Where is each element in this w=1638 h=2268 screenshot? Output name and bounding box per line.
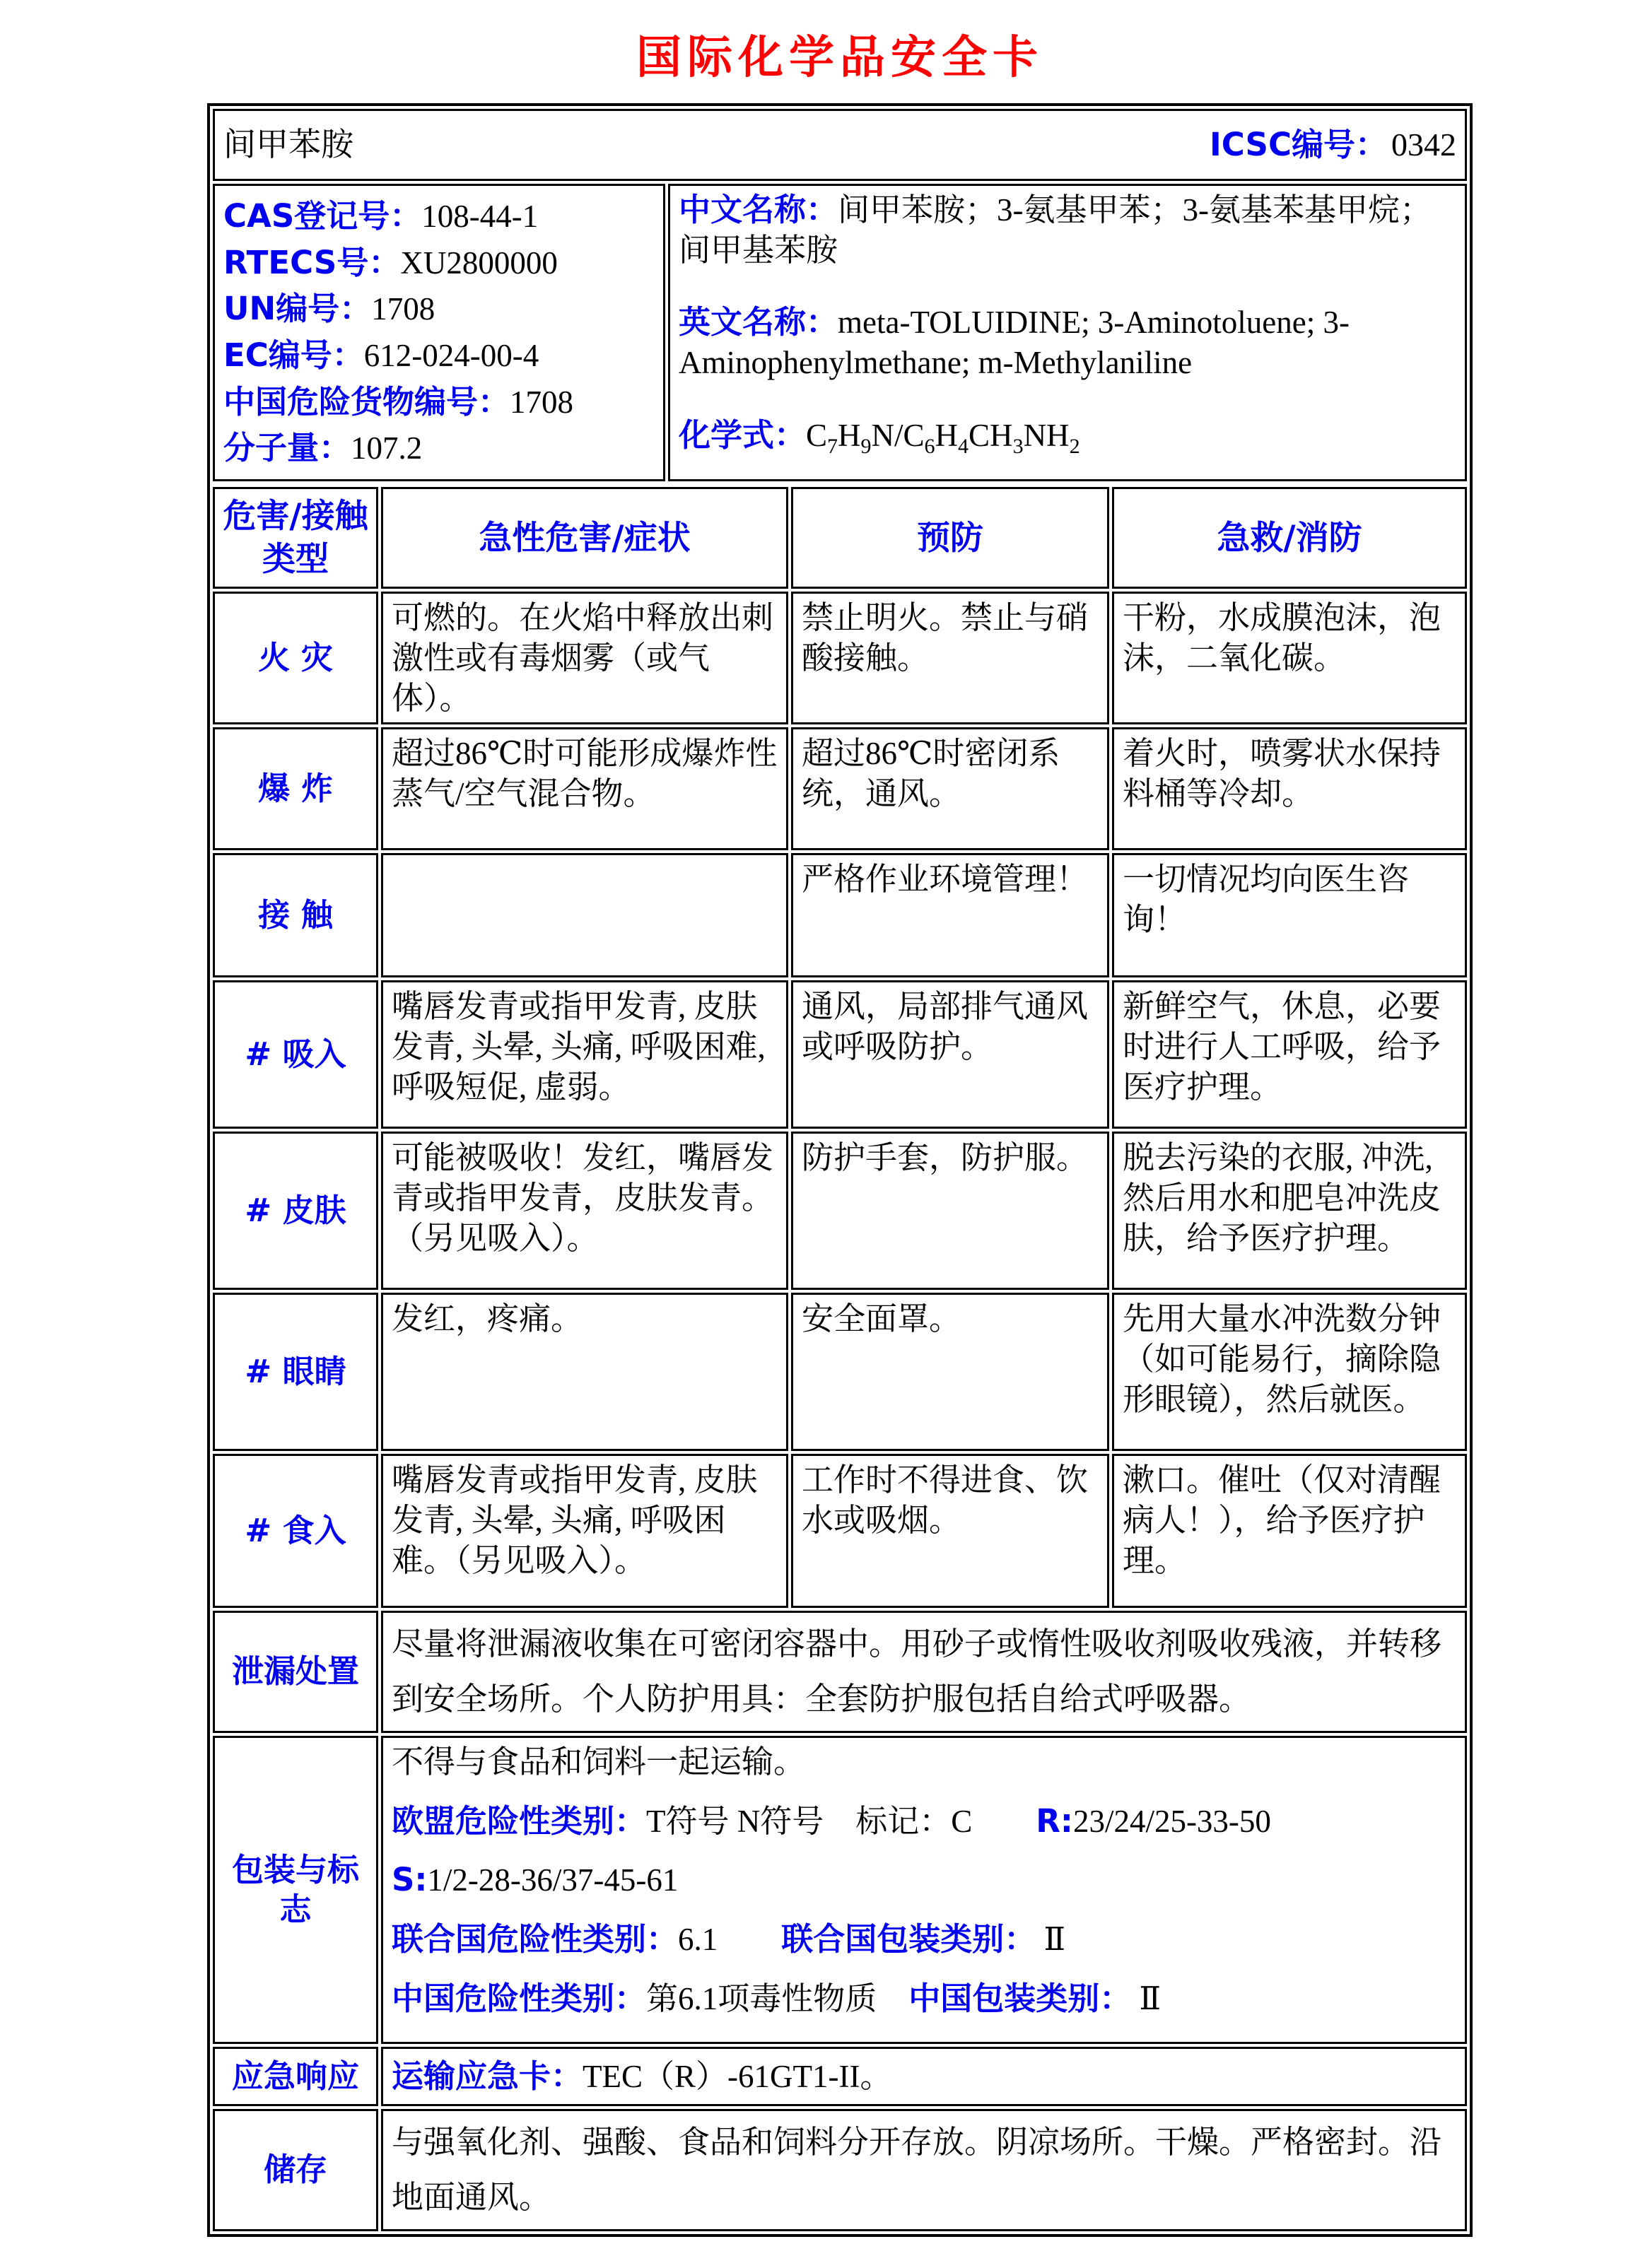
hazard-type-cell: 接 触 [213, 853, 378, 977]
response-cell: 脱去污染的衣服, 冲洗, 然后用水和肥皂冲洗皮肤，给予医疗护理。 [1112, 1132, 1467, 1290]
inline-text: Ⅱ [1131, 1980, 1162, 2016]
section-label-cell: 泄漏处置 [213, 1611, 378, 1733]
inline-label: 联合国危险性类别： [392, 1920, 679, 1958]
section-label-cell: 包装与标志 [213, 1736, 378, 2044]
page-title: 国际化学品安全卡 [636, 32, 1043, 84]
formula-subscript: 4 [958, 434, 969, 458]
registry-number-value: 107.2 [351, 430, 423, 466]
section-text-line [392, 2115, 1456, 2225]
hazard-column-header: 急救/消防 [1112, 487, 1467, 589]
inline-text: 1/2-28-36/37-45-61 [427, 1862, 679, 1898]
registry-number-label: 中国危险货物编号： [223, 382, 510, 421]
registry-number-value: 1708 [510, 384, 574, 420]
prevention-cell: 禁止明火。禁止与硝酸接触。 [791, 592, 1109, 724]
inline-text: T符号 N符号 标记：C [646, 1803, 1036, 1839]
formula-subscript: 9 [860, 434, 872, 458]
section-text-line [392, 1860, 1456, 1900]
hazard-row [213, 1293, 1467, 1451]
section-row [213, 2109, 1467, 2231]
hazard-type-cell: # 食入 [213, 1454, 378, 1608]
formula-text: C [806, 417, 828, 453]
icsc-label: ICSC编号： [1209, 126, 1387, 164]
formula-text: N/C [871, 417, 925, 453]
registry-number-label: EC编号： [223, 336, 364, 375]
inline-text: 23/24/25-33-50 [1072, 1803, 1271, 1839]
registry-number-line [223, 336, 655, 376]
section-content-cell [381, 1736, 1467, 2044]
names-cell [668, 184, 1467, 481]
prevention-cell: 超过86℃时密闭系统，通风。 [791, 727, 1109, 850]
formula-text: H [838, 417, 861, 453]
inline-label: 联合国包装类别： [781, 1920, 1036, 1958]
inline-text: 6.1 [678, 1922, 782, 1958]
inline-label: 欧盟危险性类别： [392, 1802, 647, 1840]
response-cell: 新鲜空气，休息，必要时进行人工呼吸，给予医疗护理。 [1112, 980, 1467, 1129]
section-text-line [392, 1920, 1456, 1960]
symptoms-cell: 超过86℃时可能形成爆炸性蒸气/空气混合物。 [381, 727, 788, 850]
section-content-cell [381, 2047, 1467, 2106]
formula-subscript: 2 [1069, 434, 1080, 458]
registry-number-value: 612-024-00-4 [363, 338, 539, 374]
icsc-page [0, 21, 1638, 2237]
section-text-line [392, 1742, 1456, 1782]
inline-text: 与强氧化剂、强酸、食品和饲料分开存放。阴凉场所。干燥。严格密封。沿地面通风。 [392, 2125, 1442, 2215]
hazard-type-cell: 爆 炸 [213, 727, 378, 850]
inline-text: 不得与食品和饲料一起运输。 [392, 1744, 806, 1780]
english-name-label: 英文名称： [679, 303, 838, 341]
formula-subscript: 6 [924, 434, 935, 458]
registry-number-line [223, 196, 655, 237]
prevention-cell: 工作时不得进食、饮水或吸烟。 [791, 1454, 1109, 1608]
prevention-cell: 防护手套，防护服。 [791, 1132, 1109, 1290]
formula-text: NH [1023, 417, 1070, 453]
registry-number-label: CAS登记号： [223, 197, 422, 235]
registry-number-list [223, 196, 655, 469]
formula-subscript: 3 [1012, 434, 1024, 458]
chinese-name-line [679, 190, 1456, 270]
inline-text: Ⅱ [1036, 1922, 1066, 1958]
registry-numbers-cell [213, 184, 665, 481]
inline-label: 中国危险性类别： [392, 1979, 647, 2017]
name-cell [213, 109, 1467, 181]
section-row [213, 1611, 1467, 1733]
symptoms-cell: 可燃的。在火焰中释放出刺激性或有毒烟雾（或气体）。 [381, 592, 788, 724]
section-text-line [392, 1979, 1456, 2019]
response-cell: 先用大量水冲洗数分钟（如可能易行，摘除隐形眼镜），然后就医。 [1112, 1293, 1467, 1451]
icsc-number-group [1210, 124, 1456, 165]
inline-label: 运输应急卡： [392, 2057, 583, 2096]
hazard-type-cell: # 眼睛 [213, 1293, 378, 1451]
english-name-line [679, 302, 1456, 382]
section-row [213, 1736, 1467, 2044]
section-text-line [392, 1802, 1456, 1842]
symptoms-cell: 嘴唇发青或指甲发青, 皮肤发青, 头晕, 头痛, 呼吸困难。（另见吸入）。 [381, 1454, 788, 1608]
formula-value [806, 417, 1080, 458]
symptoms-cell [381, 853, 788, 977]
response-cell: 漱口。催吐（仅对清醒病人！），给予医疗护理。 [1112, 1454, 1467, 1608]
response-cell: 干粉，水成膜泡沫，泡沫，二氧化碳。 [1112, 592, 1467, 724]
formula-text: CH [969, 417, 1013, 453]
registry-number-label: UN编号： [223, 290, 372, 328]
section-content-cell [381, 1611, 1467, 1733]
hazard-table [210, 484, 1470, 2234]
formula-label: 化学式： [679, 416, 807, 454]
registry-number-line [223, 243, 655, 283]
section-content-cell [381, 2109, 1467, 2231]
registry-number-value: 1708 [371, 291, 435, 327]
response-cell: 一切情况均向医生咨询！ [1112, 853, 1467, 977]
hazard-column-header: 危害/接触 类型 [213, 487, 378, 589]
section-row [213, 2047, 1467, 2106]
inline-label: 中国包装类别： [908, 1979, 1132, 2017]
hazard-row [213, 1454, 1467, 1608]
symptoms-cell: 发红，疼痛。 [381, 1293, 788, 1451]
hazard-column-header: 急性危害/症状 [381, 487, 788, 589]
registry-number-value: 108-44-1 [421, 199, 539, 234]
section-text-line [392, 1617, 1456, 1727]
prevention-cell: 严格作业环境管理！ [791, 853, 1109, 977]
inline-text: 第6.1项毒性物质 [646, 1980, 909, 2016]
inline-label: R: [1036, 1802, 1073, 1840]
symptoms-cell: 嘴唇发青或指甲发青, 皮肤发青, 头晕, 头痛, 呼吸困难, 呼吸短促, 虚弱。 [381, 980, 788, 1129]
section-label-cell: 应急响应 [213, 2047, 378, 2106]
hazard-row [213, 853, 1467, 977]
identification-row [213, 184, 1467, 481]
chinese-name-label: 中文名称： [679, 191, 838, 228]
hazard-type-cell: 火 灾 [213, 592, 378, 724]
response-cell: 着火时，喷雾状水保持料桶等冷却。 [1112, 727, 1467, 850]
name-row [213, 109, 1467, 181]
hazard-type-cell: # 皮肤 [213, 1132, 378, 1290]
chemical-formula-line [679, 416, 1456, 456]
icsc-number: 0342 [1391, 127, 1456, 163]
section-label-cell: 储存 [213, 2109, 378, 2231]
registry-number-value: XU2800000 [400, 245, 558, 281]
hazard-header-row [213, 487, 1467, 589]
header-table [210, 106, 1470, 484]
hazard-row [213, 1132, 1467, 1290]
hazard-type-cell: # 吸入 [213, 980, 378, 1129]
inline-label: S: [392, 1861, 428, 1899]
prevention-cell: 通风，局部排气通风或呼吸防护。 [791, 980, 1109, 1129]
section-text-line [392, 2057, 1456, 2097]
registry-number-line [223, 382, 655, 423]
inline-text: TEC（R）-61GT1-II。 [583, 2059, 892, 2095]
registry-number-line [223, 289, 655, 329]
hazard-row [213, 980, 1467, 1129]
registry-number-line [223, 428, 655, 469]
prevention-cell: 安全面罩。 [791, 1293, 1109, 1451]
hazard-row [213, 592, 1467, 724]
chemical-name: 间甲苯胺 [223, 127, 353, 163]
icsc-card [207, 103, 1473, 2237]
hazard-column-header: 预防 [791, 487, 1109, 589]
english-name-value: meta-TOLUIDINE; 3-Aminotoluene; 3-Aminophenylmethane; m-Methylaniline [679, 305, 1350, 381]
formula-subscript: 7 [827, 434, 838, 458]
chinese-name-value: 间甲苯胺；3-氨基甲苯；3-氨基苯基甲烷；间甲基苯胺 [679, 192, 1432, 268]
symptoms-cell: 可能被吸收！发红，嘴唇发青或指甲发青，皮肤发青。（另见吸入）。 [381, 1132, 788, 1290]
inline-text: 尽量将泄漏液收集在可密闭容器中。用砂子或惰性吸收剂吸收残液，并转移到安全场所。个人防护用具：全套防护服包括自给式呼吸器。 [392, 1626, 1442, 1717]
registry-number-label: 分子量： [223, 429, 351, 467]
hazard-row [213, 727, 1467, 850]
formula-text: H [935, 417, 959, 453]
registry-number-label: RTECS号： [223, 243, 401, 281]
